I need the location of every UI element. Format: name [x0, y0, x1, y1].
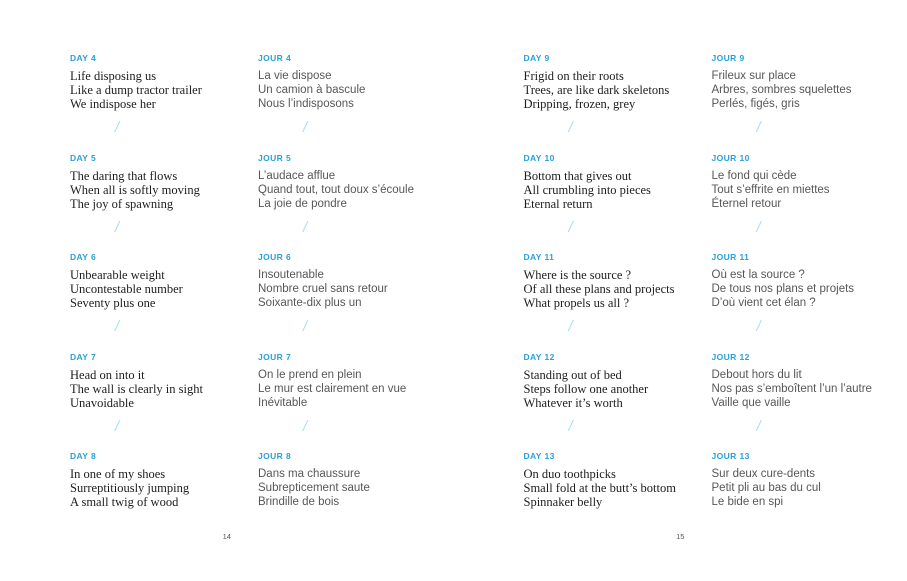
jour-label: JOUR 4	[258, 53, 292, 63]
poem-line: Whatever it’s worth	[523, 395, 623, 410]
poem-column-fr	[258, 54, 448, 552]
poem-line: Le bide en spi	[711, 496, 784, 508]
poem-line: On le prend en plein	[258, 368, 362, 381]
poem-entry	[258, 54, 448, 154]
separator-slash: /	[568, 417, 573, 435]
poem-line: La joie de pondre	[258, 197, 347, 210]
poem-line: We indispose her	[70, 97, 156, 111]
day-label: DAY 10	[523, 152, 555, 163]
poem-column-fr	[712, 54, 902, 552]
page-number: 14	[222, 532, 231, 541]
poem-line: Seventy plus one	[70, 296, 156, 310]
poem-line: Le mur est clairement en vue	[258, 382, 407, 395]
poem-entry	[712, 253, 902, 353]
poem-line: Nous l’indisposons	[258, 98, 354, 110]
jour-label: JOUR 9	[711, 53, 745, 63]
poem-line: Arbres, sombres squelettes	[711, 84, 852, 96]
poem-line: All crumbling into pieces	[523, 182, 651, 197]
separator-slash: /	[115, 318, 120, 335]
separator-slash: /	[756, 318, 761, 335]
poem-line: Unbearable weight	[70, 268, 165, 282]
day-label: DAY 9	[523, 53, 550, 63]
separator-slash: /	[568, 318, 573, 335]
poem-line: When all is softly moving	[70, 182, 200, 197]
poem-line: Trees, are like dark skeletons	[523, 83, 670, 97]
poem-line: The joy of spawning	[70, 196, 174, 211]
poem-entry	[712, 54, 902, 154]
jour-label: JOUR 13	[711, 451, 750, 461]
day-label: DAY 4	[70, 53, 97, 63]
poem-line: What propels us all ?	[523, 296, 630, 310]
poem-column-en	[524, 54, 712, 552]
poem-line: Life disposing us	[70, 69, 157, 83]
poem-line: Frigid on their roots	[523, 69, 624, 83]
poem-line: A small twig of wood	[70, 495, 179, 509]
day-label: DAY 11	[523, 252, 555, 262]
poem-line: Vaille que vaille	[711, 396, 791, 409]
poem-line: Debout hors du lit	[711, 368, 802, 381]
separator-slash: /	[756, 119, 761, 136]
poem-line: Un camion à bascule	[258, 84, 366, 96]
poem-line: Uncontestable number	[70, 282, 183, 296]
poem-line: Spinnaker belly	[523, 495, 603, 509]
poem-line: Quand tout, tout doux s’écoule	[258, 183, 414, 196]
poem-entry	[258, 253, 448, 353]
poem-column-en	[70, 54, 258, 552]
separator-slash: /	[756, 218, 761, 236]
poem-line: Dans ma chaussure	[258, 468, 361, 480]
separator-slash: /	[303, 119, 308, 136]
separator-slash: /	[115, 218, 120, 236]
poem-line: D’où vient cet élan ?	[711, 297, 816, 309]
poem-entry	[524, 54, 712, 154]
poem-line: Soixante-dix plus un	[258, 297, 362, 309]
separator-slash: /	[568, 119, 573, 136]
poem-line: On duo toothpicks	[523, 467, 616, 481]
jour-label: JOUR 8	[258, 451, 292, 461]
poem-entry	[524, 154, 712, 254]
poem-line: Subrepticement saute	[258, 482, 370, 494]
poem-entry	[524, 253, 712, 353]
page-right	[454, 0, 907, 581]
poem-entry	[524, 353, 712, 453]
poem-line: La vie dispose	[258, 70, 332, 82]
poem-line: Éternel retour	[711, 197, 782, 210]
poem-entry	[70, 353, 258, 453]
poem-line: Surreptitiously jumping	[70, 481, 190, 495]
day-label: DAY 12	[523, 351, 555, 362]
jour-label: JOUR 12	[711, 351, 750, 362]
poem-line: Nos pas s’emboîtent l’un l’autre	[711, 382, 872, 395]
jour-label: JOUR 6	[258, 252, 292, 262]
separator-slash: /	[115, 417, 120, 435]
poem-line: De tous nos plans et projets	[711, 283, 855, 295]
poem-entry	[258, 353, 448, 453]
separator-slash: /	[115, 119, 120, 136]
separator-slash: /	[568, 218, 573, 236]
poem-line: Where is the source ?	[523, 268, 632, 282]
poem-line: Frileux sur place	[711, 70, 796, 82]
poem-line: Insoutenable	[258, 269, 324, 281]
poem-line: Inévitable	[258, 396, 308, 409]
poem-line: Sur deux cure-dents	[711, 468, 816, 480]
day-label: DAY 8	[70, 451, 97, 461]
poem-entry	[70, 54, 258, 154]
poem-line: Perlés, figés, gris	[711, 98, 800, 110]
poem-line: Le fond qui cède	[711, 169, 797, 182]
poem-line: Eternal return	[523, 196, 593, 211]
poem-line: Unavoidable	[70, 395, 134, 410]
poem-line: Tout s’effrite en miettes	[711, 183, 830, 196]
poem-line: Nombre cruel sans retour	[258, 283, 388, 295]
page-right-columns	[524, 54, 907, 552]
separator-slash: /	[303, 417, 308, 435]
jour-label: JOUR 11	[711, 252, 750, 262]
poem-line: Petit pli au bas du cul	[711, 482, 821, 494]
separator-slash: /	[303, 218, 308, 236]
poem-entry	[712, 353, 902, 453]
page-number: 15	[676, 532, 685, 541]
poem-line: Standing out of bed	[523, 367, 622, 382]
page-left-columns	[70, 54, 454, 552]
poem-entry	[258, 154, 448, 254]
day-label: DAY 7	[70, 351, 97, 362]
poem-line: Dripping, frozen, grey	[523, 97, 636, 111]
day-label: DAY 5	[70, 152, 97, 163]
poem-line: Brindille de bois	[258, 496, 340, 508]
jour-label: JOUR 7	[258, 351, 292, 362]
poem-line: Head on into it	[70, 367, 145, 382]
separator-slash: /	[303, 318, 308, 335]
poem-entry	[712, 154, 902, 254]
poem-line: Bottom that gives out	[523, 168, 632, 183]
poem-line: The daring that flows	[70, 168, 178, 183]
poem-line: The wall is clearly in sight	[70, 381, 203, 396]
poem-line: In one of my shoes	[70, 467, 166, 481]
poem-entry	[70, 253, 258, 353]
poem-line: Of all these plans and projects	[523, 282, 675, 296]
day-label: DAY 13	[523, 451, 555, 461]
separator-slash: /	[756, 417, 761, 435]
day-label: DAY 6	[70, 252, 97, 262]
poem-entry	[70, 154, 258, 254]
poem-line: Small fold at the butt’s bottom	[523, 481, 676, 495]
poem-line: Like a dump tractor trailer	[70, 83, 202, 97]
poem-line: L’audace afflue	[258, 169, 336, 182]
poem-line: Steps follow one another	[523, 381, 649, 396]
jour-label: JOUR 5	[258, 152, 292, 163]
jour-label: JOUR 10	[711, 152, 750, 163]
poem-line: Où est la source ?	[711, 269, 805, 281]
